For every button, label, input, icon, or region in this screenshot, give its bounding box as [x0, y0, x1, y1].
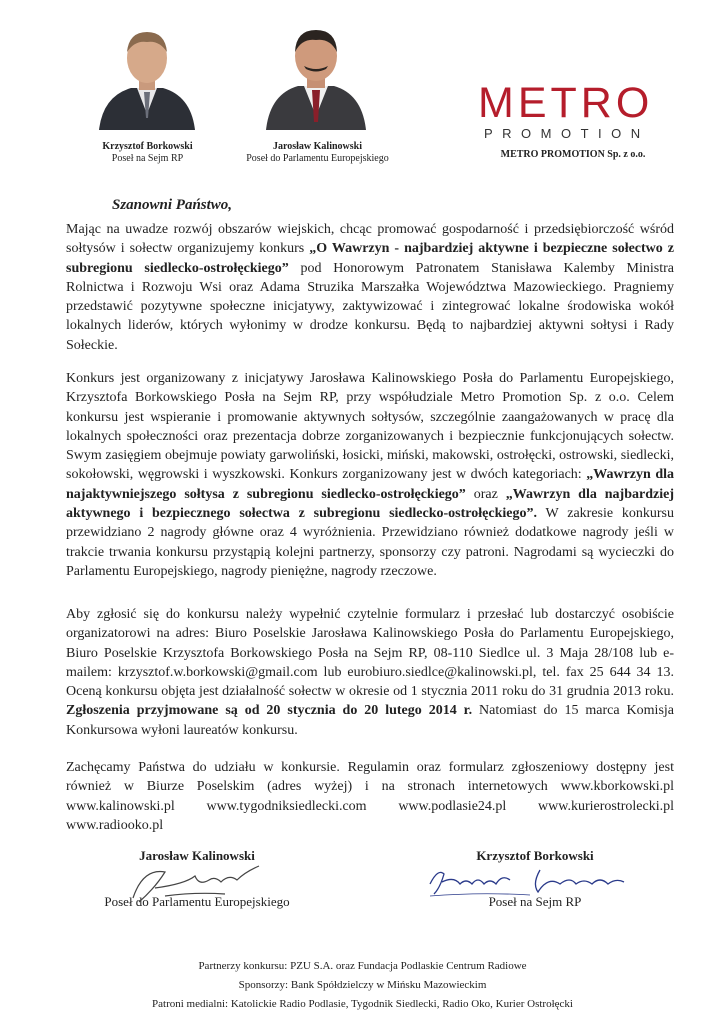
photo-kalinowski [262, 18, 370, 130]
caption-borkowski [60, 141, 235, 165]
logo-promotion-text: PROMOTION [484, 126, 650, 141]
caption-borkowski-role: Poseł na Sejm RP [111, 153, 184, 164]
p1-contest-title: „O Wawrzyn - najbardziej aktywne i bezpieczne sołectwo z subregionu siedlecko-ostrołęckiego” [66, 241, 674, 276]
signature-left-role: Poseł do Parlamentu Europejskiego [104, 894, 290, 909]
p2-text-e: W zakresie konkursu przewidziano 2 nagrody główne oraz 4 wyróżnienia. Przewidziano również dodatkowe nagrody jeśli w trakcie trwania konkursu przystąpią kolejni partnerzy, sponsorzy czy patroni. Nagrodami są wycieczki do Parlamentu Europejskiego, nagrody pieniężne, nagrody rzeczowe. [66, 506, 674, 579]
handwritten-signature-right [420, 862, 640, 902]
caption-kalinowski-name: Jarosław Kalinowski [273, 141, 362, 152]
p4-text: Zachęcamy Państwa do udziału w konkursie. Regulamin oraz formularz zgłoszeniowy dostępny jest również w Biurze Poselskim (adres wyżej) i na stronach internetowych www.kborkowski.pl www.kalinowski.pl www.tygodniksiedlecki.com www.podlasie24.pl www.kurierostrolecki.pl www.radiooko.pl [66, 760, 674, 833]
signature-right-role: Poseł na Sejm RP [488, 894, 582, 909]
caption-company [478, 149, 668, 161]
p3-text-c: Natomiast do 15 marca Komisja Konkursowa wyłoni laureatów konkursu. [66, 703, 674, 738]
p1-text-a: Mając na uwadze rozwój obszarów wiejskich, chcąc promować gospodarność i przedsiębiorczość wśród sołtysów i sołectw organizujemy konkurs [66, 222, 674, 257]
p2-category-1: „Wawrzyn dla najaktywniejszego sołtysa z subregionu siedlecko-ostrołęckiego” [66, 467, 674, 502]
handwritten-signature-left [125, 858, 275, 908]
caption-kalinowski-role: Poseł do Parlamentu Europejskiego [246, 153, 389, 164]
caption-company-name: METRO PROMOTION Sp. z o.o. [500, 149, 646, 160]
photo-borkowski [93, 18, 201, 130]
paragraph-1 [66, 220, 674, 355]
greeting: Szanowni Państwo, [112, 197, 233, 213]
footer-media-patrons: Patroni medialni: Katolickie Radio Podlasie, Tygodnik Siedlecki, Radio Oko, Kurier Ostrołęcki [152, 998, 573, 1010]
signature-left-name: Jarosław Kalinowski [139, 848, 255, 863]
paragraph-4 [66, 758, 674, 835]
footer [0, 957, 725, 1014]
p3-deadline: Zgłoszenia przyjmowane są od 20 stycznia do 20 lutego 2014 r. [66, 703, 473, 719]
caption-kalinowski [225, 141, 410, 165]
caption-borkowski-name: Krzysztof Borkowski [102, 141, 193, 152]
p2-category-2: „Wawrzyn dla najbardziej aktywnego i bezpiecznego sołectwa z subregionu siedlecko-ostrołęckiego”. [66, 486, 674, 522]
p2-text-c: oraz [465, 486, 506, 502]
paragraph-2 [66, 369, 674, 581]
p3-text-a: Aby zgłosić się do konkursu należy wypełnić czytelnie formularz i przesłać lub dostarczyć osobiście organizatorowi na adres: Biuro Poselskie Jarosława Kalinowskiego Posła do Parlamentu Europejskiego, Biuro Poselskie Krzysztofa Borkowskiego Posła na Sejm RP, 08-110 Siedlce ul. 3 Maja 28/108 lub e-mailem: krzysztof.w.borkowski@gmail.com lub eurobiuro.siedlce@kalinowski.pl, tel. fax 25 644 34 13. Oceną konkursu objęta jest działalność sołectw w okresie od 1 stycznia 2011 roku do 31 grudnia 2013 roku. [66, 607, 674, 700]
p2-text-a: Konkurs jest organizowany z inicjatywy Jarosława Kalinowskiego Posła do Parlamentu Europejskiego, Krzysztofa Borkowskiego Posła na Sejm RP, przy współudziale Metro Promotion Sp. z o.o. Celem konkursu jest wspieranie i promowanie aktywnych sołtysów, szczególnie zaangażowanych w pracę dla lokalnych społeczności oraz prezentacja dobrze zorganizowanych i bezpiecznie funkcjonujących sołectw. Swym zasięgiem obejmuje powiaty garwoliński, łosicki, miński, makowski, ostrołęcki, ostrowski, siedlecki, sokołowski, węgrowski i wyszkowski. Konkurs zorganizowany jest w dwóch kategoriach: [66, 371, 674, 483]
metro-promotion-logo [478, 79, 678, 141]
logo-metro-text: METRO [478, 79, 654, 127]
paragraph-3 [66, 605, 674, 740]
signature-right-name: Krzysztof Borkowski [476, 848, 594, 863]
p1-text-c: pod Honorowym Patronatem Stanisława Kalemby Ministra Rolnictwa i Rozwoju Wsi oraz Adama Struzika Marszałka Województwa Mazowieckiego. Pragniemy przedstawić pozytywne społeczne inicjatywy, zaktywizować i zintegrować lokalne środowiska wokół lokalnych liderów, których wyłonimy w drodze konkursu. Będą to najbardziej aktywni sołtysi i Rady Sołeckie. [66, 260, 674, 353]
footer-sponsors: Sponsorzy: Bank Spółdzielczy w Mińsku Mazowieckim [238, 979, 487, 991]
footer-partners: Partnerzy konkursu: PZU S.A. oraz Fundacja Podlaskie Centrum Radiowe [198, 960, 527, 972]
